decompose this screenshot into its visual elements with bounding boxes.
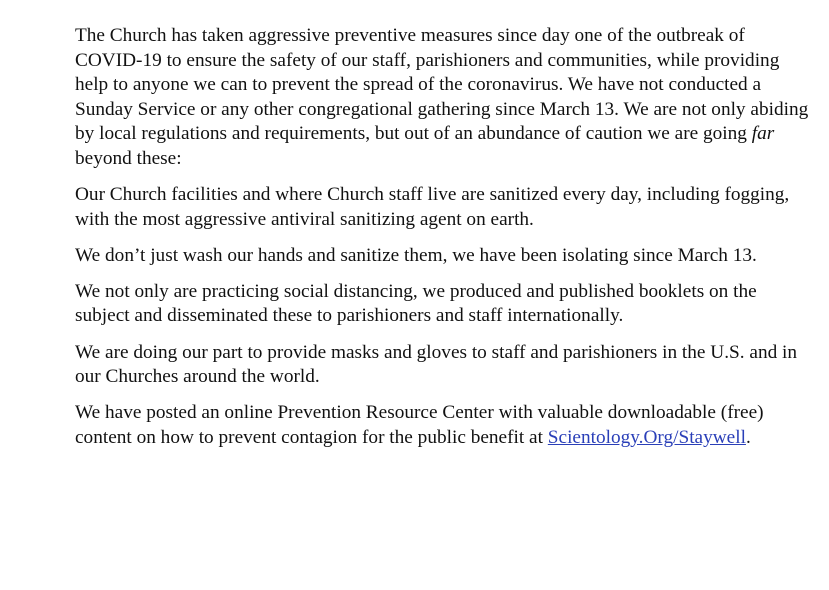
paragraph-preventive-measures-ending: beyond these: (75, 147, 182, 169)
document-body (75, 24, 810, 462)
paragraph-preventive-measures-text: The Church has taken aggressive preventive measures since day one of the outbreak of COVID-19 to ensure the safety of our staff, parishioners and communities, while providing help to anyone we can to prevent the spread of the coronavirus. We have not conducted a Sunday Service or any other congregational gathering since March 13. We are not only abiding by local regulations and requirements, but out of an abundance of caution we are going (75, 25, 809, 145)
paragraph-resource-center-ending: . (745, 426, 751, 448)
staywell-link[interactable]: Scientology.Org/Staywell (547, 426, 746, 448)
paragraph-isolating: We don’t just wash our hands and sanitize them, we have been isolating since March 13. (75, 244, 757, 266)
emphasis-far: far (751, 123, 775, 145)
paragraph-preventive-measures (75, 24, 810, 172)
paragraph-sanitizing: Our Church facilities and where Church staff live are sanitized every day, including fogging, with the most aggressive antiviral sanitizing agent on earth. (75, 184, 790, 230)
paragraph-resource-center-text: We have posted an online Prevention Resource Center with valuable downloadable (free) content on how to prevent contagion for the public benefit at (75, 402, 764, 448)
paragraph-resource-center (75, 401, 810, 450)
paragraph-social-distancing: We not only are practicing social distancing, we produced and published booklets on the subject and disseminated these to parishioners and staff internationally. (75, 280, 757, 327)
paragraph-masks-gloves: We are doing our part to provide masks and gloves to staff and parishioners in the U.S. and in our Churches around the world. (75, 341, 798, 388)
